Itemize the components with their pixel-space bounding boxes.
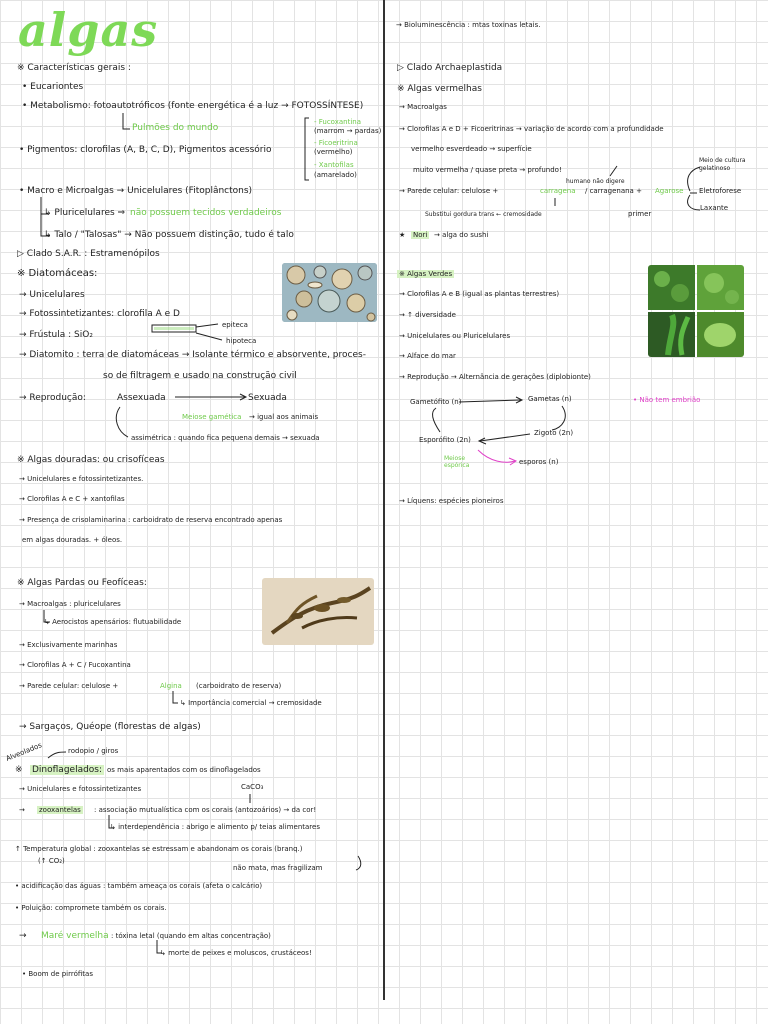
note-small: assimétrica : quando fica pequena demais → sexuada xyxy=(131,434,320,442)
dinoflagellates-label: Dinoflagelados: xyxy=(32,765,103,775)
note-highlight: Meiose espórica xyxy=(444,455,470,469)
note-small: (↑ CO₂) xyxy=(38,857,65,865)
note-line: → Exclusivamente marinhas xyxy=(19,641,118,649)
note-highlight: Meiose gamética xyxy=(182,413,242,421)
note-small: Meio de cultura gelatinoso xyxy=(699,157,746,172)
note-pink: • Não tem embrião xyxy=(633,396,701,404)
section-red-algae: ※ Algas vermelhas xyxy=(397,84,482,94)
pigment-note: (amarelado) xyxy=(314,171,357,179)
note-line: → Unicelulares e fotossintetizantes. xyxy=(19,475,144,483)
note-highlight: Maré vermelha xyxy=(41,931,109,941)
section-brown-algae: ※ Algas Pardas ou Feofíceas: xyxy=(17,578,147,588)
page-title: algas xyxy=(18,3,159,57)
note-line: → Clorofilas A e D + Ficoeritrinas → variação de acordo com a profundidade xyxy=(399,125,664,133)
note-line: → Unicelulares e fotossintetizantes xyxy=(19,785,142,793)
note-line: • Metabolismo: fotoautotróficos (fonte energética é a luz → FOTOSSÍNTESE) xyxy=(22,101,364,111)
note-line: • Poluição: compromete também os corais. xyxy=(15,904,167,912)
note-line: em algas douradas. + óleos. xyxy=(22,536,123,544)
note-line: / carragenana + xyxy=(585,187,642,195)
note-line: → Reprodução → Alternância de gerações (diplobionte) xyxy=(399,373,591,381)
cycle-zygote: Zigoto (2n) xyxy=(534,429,574,437)
note-line: → Clorofilas A e C + xantofilas xyxy=(19,495,125,503)
note-line: ↳ morte de peixes e moluscos, crustáceos! xyxy=(160,949,312,957)
note-line: → Macroalgas xyxy=(399,103,447,111)
note-line: → Frústula : SiO₂ xyxy=(19,330,93,340)
note-line: Laxante xyxy=(700,204,729,212)
note-line: → Clorofilas A + C / Fucoxantina xyxy=(19,661,131,669)
section-characteristics: ※ Características gerais : xyxy=(17,63,131,73)
note-line: → Reprodução: xyxy=(19,393,86,403)
note-line: Sexuada xyxy=(248,393,287,403)
note-line: • Eucariontes xyxy=(22,82,84,92)
note-small: Substitui gordura trans ← cremosidade xyxy=(425,211,542,218)
nori-label: Nori xyxy=(413,231,428,239)
cycle-sporophyte: Esporófito (2n) xyxy=(419,436,471,444)
note-line: • Macro e Microalgas → Unicelulares (Fitoplânctons) xyxy=(19,186,253,196)
note-line: muito vermelha / quase preta → profundo! xyxy=(413,166,562,174)
note-small: primer xyxy=(628,210,652,218)
note-line: ※ xyxy=(15,765,23,775)
note-line: os mais aparentados com os dinoflagelados xyxy=(107,766,261,774)
green-algae-heading: ※ Algas Verdes xyxy=(399,270,453,278)
cycle-spores: esporos (n) xyxy=(519,458,559,466)
note-small: epiteca xyxy=(222,321,248,329)
note-small: CaCO₃ xyxy=(241,783,264,791)
note-line: → Clorofilas A e B (igual as plantas terrestres) xyxy=(399,290,560,298)
note-line: • Pigmentos: clorofilas (A, B, C, D), Pigmentos acessório xyxy=(19,145,272,155)
note-line: → Unicelulares xyxy=(19,290,85,300)
note-small: não mata, mas fragilizam xyxy=(233,864,323,872)
note-line: : tóxina letal (quando em altas concentração) xyxy=(111,932,271,940)
pigment-note: (vermelho) xyxy=(314,148,353,156)
pigment-item: - Xantofilas xyxy=(314,161,354,169)
note-small: → igual aos animais xyxy=(249,413,319,421)
note-line: Assexuada xyxy=(117,393,166,403)
note-line: ▷ Clado S.A.R. : Estramenópilos xyxy=(17,249,160,259)
note-line: → Sargaços, Quéope (florestas de algas) xyxy=(19,722,201,732)
note-small: Alveolados xyxy=(4,741,44,763)
note-highlight: não possuem tecidos verdadeiros xyxy=(130,208,282,218)
note-line: → ↑ diversidade xyxy=(399,311,456,319)
note-highlight: carragena xyxy=(540,187,576,195)
section-archaeplastida: ▷ Clado Archaeplastida xyxy=(397,63,503,73)
note-highlight: Pulmões do mundo xyxy=(132,123,219,133)
note-line: so de filtragem e usado na construção civil xyxy=(103,371,297,381)
note-line: → Bioluminescência : mtas toxinas letais. xyxy=(396,21,541,29)
note-line: → Diatomito : terra de diatomáceas → Isolante térmico e absorvente, proces- xyxy=(19,350,366,360)
note-line: → Presença de crisolaminarina : carboidrato de reserva encontrado apenas xyxy=(19,516,283,524)
note-small: humano não digere xyxy=(566,178,625,185)
pigment-item: - Fucoxantina xyxy=(314,118,362,126)
note-line: ↳ Aerocistos apensários: flutuabilidade xyxy=(44,618,182,626)
note-line: → Alface do mar xyxy=(399,352,456,360)
note-line: • Boom de pirrófitas xyxy=(22,970,93,978)
note-line: → xyxy=(19,806,25,814)
note-line: → Macroalgas : pluricelulares xyxy=(19,600,121,608)
note-line: ↳ Pluricelulares ⇒ xyxy=(44,208,126,218)
note-line: → xyxy=(19,931,27,941)
note-line: vermelho esverdeado → superfície xyxy=(411,145,532,153)
note-highlight: Agarose xyxy=(655,187,684,195)
note-line: → alga do sushi xyxy=(434,231,489,239)
pigment-item: - Ficoeritrina xyxy=(314,139,358,147)
zooxanthellae-label: zooxantelas xyxy=(39,806,81,814)
section-diatoms: ※ Diatomáceas: xyxy=(17,268,98,279)
note-line: ↑ Temperatura global : zooxantelas se estressam e abandonam os corais (branq.) xyxy=(15,845,303,853)
note-small: (carboidrato de reserva) xyxy=(196,682,282,690)
note-small: ↳ Importância comercial → cremosidade xyxy=(180,699,322,707)
note-highlight: Algina xyxy=(160,682,182,690)
note-line: • acidificação das águas : também ameaça os corais (afeta o calcário) xyxy=(15,882,263,890)
note-line: ★ xyxy=(399,231,406,239)
note-small: rodopio / giros xyxy=(68,747,119,755)
note-line: Eletroforese xyxy=(699,187,742,195)
cycle-gametophyte: Gametófito (n) xyxy=(410,398,462,406)
section-golden-algae: ※ Algas douradas: ou crisofíceas xyxy=(17,455,165,465)
note-line: ↳ interdependência : abrigo e alimento p/ teias alimentares xyxy=(110,823,320,831)
cycle-gametes: Gametas (n) xyxy=(528,395,572,403)
note-line: ↳ Talo / "Talosas" → Não possuem distinção, tudo é talo xyxy=(44,230,294,240)
note-line: → Parede celular: celulose + xyxy=(19,682,119,690)
note-line: → Unicelulares ou Pluricelulares xyxy=(399,332,511,340)
note-line: : associação mutualística com os corais (antozoários) → da cor! xyxy=(94,806,317,814)
note-line: → Líquens: espécies pioneiros xyxy=(399,497,504,505)
note-small: hipoteca xyxy=(226,337,257,345)
pigment-note: (marrom → pardas) xyxy=(314,127,382,135)
note-line: → Fotossintetizantes: clorofila A e D xyxy=(19,309,180,319)
note-line: → Parede celular: celulose + xyxy=(399,187,499,195)
